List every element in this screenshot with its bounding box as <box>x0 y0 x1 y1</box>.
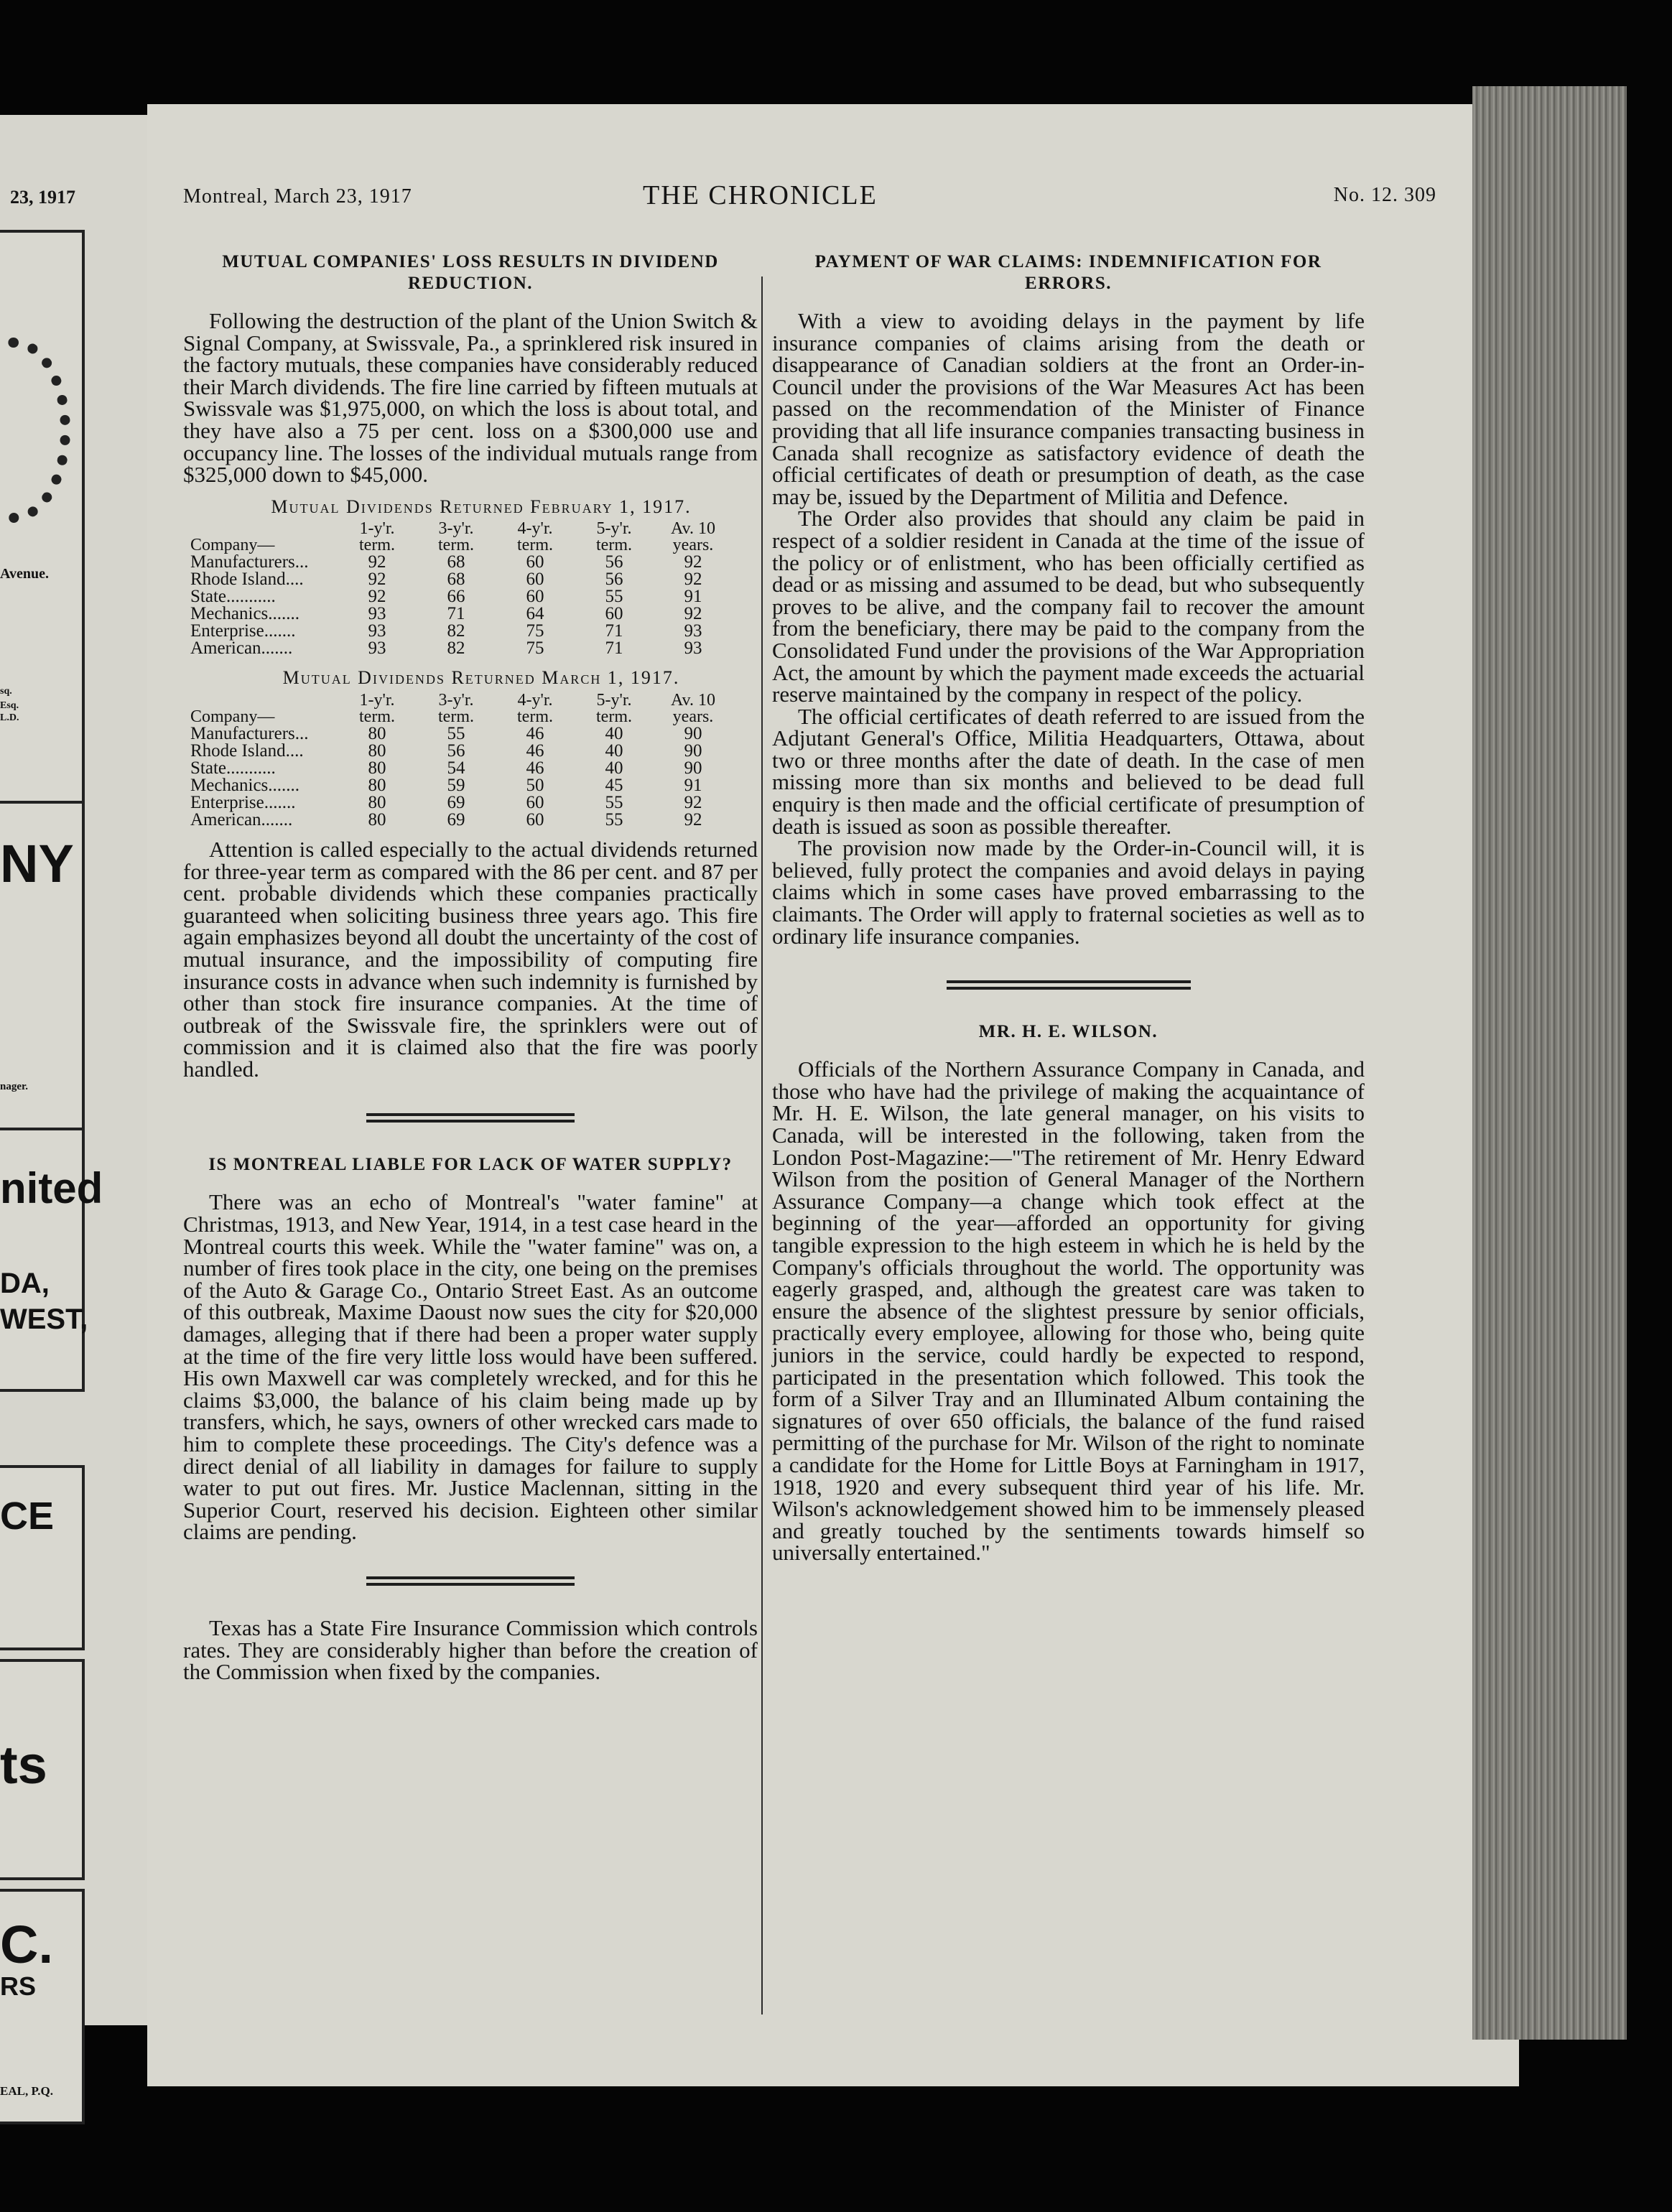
value-cell: 60 <box>526 587 544 607</box>
value-cell: 55 <box>605 809 623 830</box>
left-fragment: Avenue. <box>0 566 49 582</box>
table-header-cell: term. <box>438 707 474 726</box>
table-header-cell: 1-y'r. <box>359 519 395 539</box>
table-header-cell: Av. 10 <box>671 690 715 710</box>
value-cell: 60 <box>526 809 544 830</box>
value-cell: 68 <box>447 570 465 590</box>
company-cell: Mechanics....... <box>190 604 300 624</box>
table-header-row <box>190 709 733 725</box>
left-fragment: sq. <box>0 686 12 697</box>
value-cell: 59 <box>447 775 465 795</box>
table-header-cell: term. <box>517 707 553 726</box>
value-cell: 90 <box>684 758 702 778</box>
value-cell: 71 <box>605 621 623 641</box>
article-paragraph: Texas has a State Fire Insurance Commission which controls rates. They are considerably higher than before the creation of the Commission when fixed by the companies. <box>183 1614 758 1685</box>
article-paragraph: Attention is called especially to the actual dividends returned for three-year term as compared with the 86 per cent. and 87 per cent. probable dividends which these companies practically guaranteed when soliciting business three years ago. This fire again emphasizes beyond all doubt the uncertainty of the cost of mutual insurance, and the impossibility of computing fire insurance costs in advance when such indemnity is furnished by other than stock fire insurance companies. At the time of outbreak of the Swissvale fire, the sprinklers were out of commission and it is claimed also that the fire was poorly handled. <box>183 836 758 1082</box>
table-header-cell: 5-y'r. <box>596 690 632 710</box>
table-row <box>190 812 733 829</box>
company-cell: Enterprise....... <box>190 792 296 812</box>
table-header-cell: 5-y'r. <box>596 519 632 539</box>
value-cell: 93 <box>684 621 702 641</box>
article-title: MUTUAL COMPANIES' LOSS RESULTS IN DIVIDEND REDUCTION. <box>222 252 719 293</box>
left-page-box-4 <box>0 1465 85 1650</box>
value-cell: 93 <box>684 638 702 659</box>
table-header-cell: Company— <box>190 536 275 555</box>
value-cell: 93 <box>368 621 386 641</box>
value-cell: 46 <box>526 723 544 743</box>
value-cell: 71 <box>605 638 623 659</box>
value-cell: 92 <box>684 552 702 572</box>
article-title: PAYMENT OF WAR CLAIMS: INDEMNIFICATION FOR ERRORS. <box>814 252 1322 293</box>
left-fragment: L.D. <box>0 712 19 723</box>
left-fragment: nited <box>0 1164 103 1212</box>
value-cell: 60 <box>526 792 544 812</box>
table-row <box>190 605 733 623</box>
table-row <box>190 760 733 777</box>
table-header-cell: years. <box>672 707 714 726</box>
value-cell: 80 <box>368 809 386 830</box>
value-cell: 75 <box>526 621 544 641</box>
article-paragraph: The provision now made by the Order-in-Council will, it is believed, fully protect the companies and avoid delays in paying claims which in some cases have proved embarrassing to the claimants. The Order will apply to fraternal societies as well as to ordinary life insurance companies. <box>772 835 1365 949</box>
left-page-box-1 <box>0 230 85 896</box>
right-column <box>772 251 1365 1564</box>
value-cell: 69 <box>447 792 465 812</box>
section-separator <box>366 1113 575 1123</box>
value-cell: 80 <box>368 740 386 761</box>
page-edges <box>1472 86 1627 2040</box>
table-header-cell <box>190 521 338 537</box>
table-header-cell: 4-y'r. <box>517 519 553 539</box>
table-row <box>190 794 733 812</box>
value-cell: 92 <box>368 587 386 607</box>
value-cell: 56 <box>605 552 623 572</box>
value-cell: 80 <box>368 792 386 812</box>
company-cell: Manufacturers... <box>190 723 309 743</box>
article-paragraph: The Order also provides that should any claim be paid in respect of a soldier resident in Canada at the time of the issue of the policy or of enlistment, who has been officially certified as dead or as missing and assumed to be dead, but who subsequently proves to be alive, and the company fail to recover the amount from the beneficiary, there may be paid to the company from the Consolidated Fund under the provisions of the War Appropriation Act, the amount by which the payment made exceeds the actuarial reserve maintained by the company in respect of the policy. <box>772 506 1365 707</box>
table-header-row <box>190 537 733 554</box>
table-header-cell: 3-y'r. <box>438 519 474 539</box>
left-fragment: ts <box>0 1735 47 1795</box>
table-row <box>190 743 733 760</box>
dateline: Montreal, March 23, 1917 <box>183 185 412 208</box>
value-cell: 75 <box>526 638 544 659</box>
value-cell: 60 <box>605 604 623 624</box>
value-cell: 80 <box>368 723 386 743</box>
table-row <box>190 554 733 571</box>
article-paragraph: The official certificates of death referred to are issued from the Adjutant General's Office, Militia Headquarters, Ottawa, about two or three months after the date of death. In the case of men missing more than six months and believed to be dead full enquiry is then made and the official certificate of presumption of death is issued as soon as possible thereafter. <box>772 703 1365 839</box>
company-cell: State........... <box>190 758 276 778</box>
value-cell: 50 <box>526 775 544 795</box>
left-facing-page <box>0 115 147 2098</box>
table-header-cell: term. <box>596 536 632 555</box>
table-header-cell: term. <box>596 707 632 726</box>
left-fragment: NY <box>0 834 74 893</box>
article-paragraph: Officials of the Northern Assurance Company in Canada, and those who have had the privilege of making the acquaintance of Mr. H. E. Wilson, the late general manager, on his visits to Canada, will be interested in the following, taken from the London Post-Magazine:—"The retirement of Mr. Henry Edward Wilson from the position of General Manager of the Northern Assurance Company—a change which took effect at the beginning of the year—afforded an opportunity for giving tangible expression to the high esteem in which he is held by the Company's officials throughout the world. The opportunity was eagerly grasped, and, although the greatest care was taken to ensure the absence of the slightest pressure by senior officials, practically every employee, allowing for those who, being quite juniors in the service, could hardly be expected to respond, participated in the presentation which followed. This took the form of a Silver Tray and an Illuminated Album containing the signatures of over 650 officials, the balance of the fund raised permitting of the purchase for Mr. Wilson of the right to nominate a candidate for the Home for Little Boys at Farningham in 1917, 1918, 1920 and every subsequent third year of his life. Mr. Wilson's acknowledgement showed him to be immensely pleased and greatly touched by the sentiments towards himself so universally entertained." <box>772 1056 1365 1566</box>
value-cell: 54 <box>447 758 465 778</box>
table-header-row <box>190 521 733 537</box>
value-cell: 91 <box>684 587 702 607</box>
table-row <box>190 588 733 605</box>
section-separator <box>366 1576 575 1586</box>
value-cell: 90 <box>684 723 702 743</box>
table-title: Mutual Dividends Returned March 1, 1917. <box>282 667 680 689</box>
table-header-cell: term. <box>359 707 395 726</box>
value-cell: 82 <box>447 621 465 641</box>
value-cell: 56 <box>447 740 465 761</box>
table-header-cell: term. <box>359 536 395 555</box>
table-header-row <box>190 692 733 709</box>
left-fragment: nager. <box>0 1081 29 1092</box>
table-header-cell: years. <box>672 536 714 555</box>
value-cell: 45 <box>605 775 623 795</box>
value-cell: 93 <box>368 604 386 624</box>
value-cell: 69 <box>447 809 465 830</box>
value-cell: 90 <box>684 740 702 761</box>
article-paragraph: There was an echo of Montreal's "water famine" at Christmas, 1913, and New Year, 1914, in a test case heard in the Montreal courts this week. While the "water famine" was on, a number of fires took place in the city, one being on the premises of the Auto & Garage Co., Ontario Street East. As an outcome of this outbreak, Maxime Daoust now sues the city for $20,000 damages, alleging that if there had been a proper water supply at the time of the fire very little loss would have been suffered. His own Maxwell car was completely wrecked, and for this he claims $3,000, the balance of his claim being made up by transfers, which, he says, owners of other wrecked cars made to him to complete these proceedings. The City's defence was a direct denial of all liability in damages for failure to supply water to put out fires. Mr. Justice Maclennan, sitting in the Superior Court, reserved his decision. Eighteen other similar claims are pending. <box>183 1189 758 1545</box>
article-title: IS MONTREAL LIABLE FOR LACK OF WATER SUPPLY? <box>208 1155 733 1175</box>
value-cell: 64 <box>526 604 544 624</box>
value-cell: 68 <box>447 552 465 572</box>
value-cell: 71 <box>447 604 465 624</box>
table-title: Mutual Dividends Returned February 1, 1917. <box>271 496 692 517</box>
dividends-table-february <box>190 521 733 657</box>
table-header-cell: Company— <box>190 707 275 726</box>
value-cell: 82 <box>447 638 465 659</box>
value-cell: 40 <box>605 758 623 778</box>
article-paragraph: With a view to avoiding delays in the payment by life insurance companies of claims arising from the death or disappearance of Canadian soldiers at the front an Order-in-Council under the provisions of the War Measures Act has been passed on the recommendation of the Minister of Finance providing that all life insurance companies transacting business in Canada shall recognize as satisfactory evidence of death the official certificates of death or presumption of death, as the case may be, issued by the Department of Militia and Defence. <box>772 308 1365 509</box>
value-cell: 66 <box>447 587 465 607</box>
value-cell: 55 <box>605 587 623 607</box>
left-fragment: DA, <box>0 1268 50 1299</box>
company-cell: Manufacturers... <box>190 552 309 572</box>
article-paragraph: Following the destruction of the plant of the Union Switch & Signal Company, at Swissvale, Pa., a sprinklered risk insured in the factory mutuals, these companies have considerably reduced their March dividends. The fire line carried by fifteen mutuals at Swissvale was $1,975,000, on which the loss is about total, and they have also a 75 per cent. loss on a $300,000 use and occupancy line. The losses of the individual mutuals range from $325,000 down to $45,000. <box>183 308 758 488</box>
company-cell: American....... <box>190 638 293 659</box>
value-cell: 92 <box>684 570 702 590</box>
company-cell: Enterprise....... <box>190 621 296 641</box>
table-header-cell: 4-y'r. <box>517 690 553 710</box>
value-cell: 80 <box>368 758 386 778</box>
value-cell: 55 <box>447 723 465 743</box>
value-cell: 40 <box>605 723 623 743</box>
publication-title: THE CHRONICLE <box>643 180 878 210</box>
company-cell: State........... <box>190 587 276 607</box>
left-page-header: 23, 1917 <box>10 187 75 208</box>
value-cell: 40 <box>605 740 623 761</box>
table-row <box>190 777 733 794</box>
table-row <box>190 623 733 640</box>
company-cell: American....... <box>190 809 293 830</box>
table-header-cell: 1-y'r. <box>359 690 395 710</box>
table-row <box>190 571 733 588</box>
value-cell: 92 <box>368 570 386 590</box>
value-cell: 92 <box>684 809 702 830</box>
left-fragment: Esq. <box>0 700 19 711</box>
value-cell: 92 <box>684 604 702 624</box>
table-header-cell <box>190 692 338 709</box>
table-header-cell: 3-y'r. <box>438 690 474 710</box>
value-cell: 91 <box>684 775 702 795</box>
company-cell: Mechanics....... <box>190 775 300 795</box>
value-cell: 92 <box>368 552 386 572</box>
value-cell: 92 <box>684 792 702 812</box>
section-separator <box>947 980 1191 990</box>
table-row <box>190 725 733 743</box>
dividends-table-march <box>190 692 733 829</box>
value-cell: 55 <box>605 792 623 812</box>
column-rule <box>761 276 763 2014</box>
left-fragment: EAL, P.Q. <box>0 2084 54 2098</box>
value-cell: 46 <box>526 740 544 761</box>
value-cell: 80 <box>368 775 386 795</box>
article-title: MR. H. E. WILSON. <box>978 1022 1158 1042</box>
left-fragment: RS <box>0 1971 37 2001</box>
left-column <box>183 251 758 1683</box>
value-cell: 46 <box>526 758 544 778</box>
table-header-cell: Av. 10 <box>671 519 715 539</box>
left-fragment: C. <box>0 1915 53 1974</box>
table-row <box>190 640 733 657</box>
issue-page-number: No. 12. 309 <box>1333 184 1436 206</box>
company-cell: Rhode Island.... <box>190 740 304 761</box>
table-header-cell: term. <box>517 536 553 555</box>
value-cell: 56 <box>605 570 623 590</box>
left-fragment: WEST, <box>0 1304 88 1335</box>
left-fragment: CE <box>0 1495 55 1538</box>
value-cell: 60 <box>526 570 544 590</box>
value-cell: 93 <box>368 638 386 659</box>
company-cell: Rhode Island.... <box>190 570 304 590</box>
value-cell: 60 <box>526 552 544 572</box>
table-header-cell: term. <box>438 536 474 555</box>
running-head <box>183 180 1436 215</box>
